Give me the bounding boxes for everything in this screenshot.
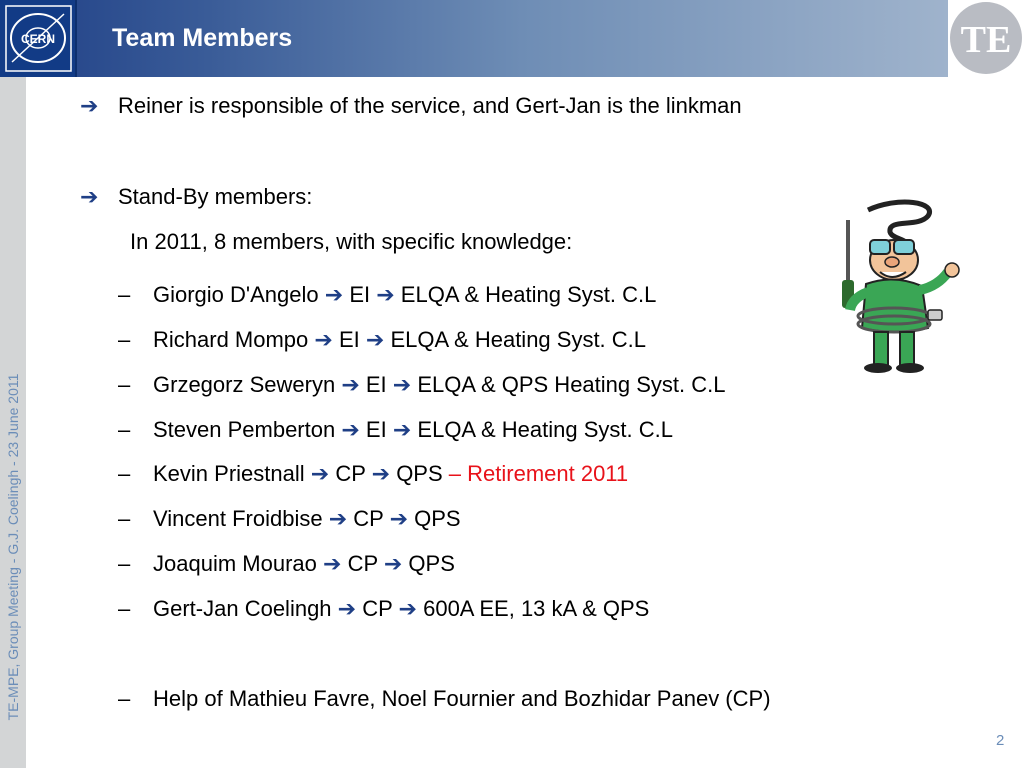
bullet-arrow-icon: ➔ [80, 93, 99, 118]
member-name: Vincent Froidbise [153, 506, 323, 531]
member-knowledge: ELQA & Heating Syst. C.L [390, 327, 647, 352]
dash-marker: – [118, 686, 131, 711]
arrow-icon: ➔ [371, 461, 391, 486]
te-logo [948, 0, 1024, 77]
member-group: CP [347, 551, 378, 576]
member-name: Steven Pemberton [153, 417, 336, 442]
bullet-text-standby: Stand-By members: [118, 184, 313, 209]
arrow-icon: ➔ [328, 506, 348, 531]
bullet-text-responsible: Reiner is responsible of the service, and Gert-Jan is the linkman [118, 93, 742, 118]
dash-marker: – [118, 327, 131, 352]
subheading: In 2011, 8 members, with specific knowledge: [130, 229, 573, 254]
member-group: CP [362, 596, 393, 621]
member-knowledge: QPS [396, 461, 443, 486]
arrow-icon: ➔ [365, 327, 385, 352]
arrow-icon: ➔ [314, 327, 333, 352]
member-group: CP [335, 461, 366, 486]
member-knowledge: QPS [414, 506, 461, 531]
page-title: Team Members [112, 24, 293, 52]
footer-side-text: TE-MPE, Group Meeting - G.J. Coelingh - 23 June 2011 [5, 373, 21, 721]
bullet-arrow-icon: ➔ [80, 184, 99, 209]
member-knowledge: ELQA & Heating Syst. C.L [417, 417, 673, 442]
retirement-note: – Retirement 2011 [448, 461, 629, 486]
arrow-icon: ➔ [383, 551, 403, 576]
dash-marker: – [118, 417, 131, 442]
cern-logo-icon [0, 0, 77, 77]
member-knowledge: QPS [408, 551, 455, 576]
cern-logo-text: CERN [20, 32, 56, 46]
member-group: EI [338, 327, 360, 352]
member-group: CP [353, 506, 384, 531]
member-name: Giorgio D'Angelo [153, 282, 319, 307]
member-name: Grzegorz Seweryn [153, 372, 336, 397]
dash-marker: – [118, 551, 131, 576]
member-name: Joaquim Mourao [153, 551, 317, 576]
arrow-icon: ➔ [398, 596, 417, 621]
electrician-cartoon-illustration [828, 198, 966, 374]
arrow-icon: ➔ [392, 372, 412, 397]
arrow-icon: ➔ [337, 596, 357, 621]
member-group: EI [349, 282, 371, 307]
arrow-icon: ➔ [376, 282, 395, 307]
cern-logo [0, 0, 77, 77]
dash-marker: – [118, 461, 131, 486]
arrow-icon: ➔ [323, 551, 342, 576]
arrow-icon: ➔ [392, 417, 412, 442]
member-knowledge: ELQA & QPS Heating Syst. C.L [417, 372, 726, 397]
dash-marker: – [118, 596, 131, 621]
member-group: EI [365, 417, 387, 442]
help-line: Help of Mathieu Favre, Noel Fournier and Bozhidar Panev (CP) [153, 686, 771, 711]
arrow-icon: ➔ [341, 417, 360, 442]
te-logo-text: TE [960, 19, 1012, 61]
member-knowledge: 600A EE, 13 kA & QPS [423, 596, 650, 621]
page-number: 2 [996, 732, 1005, 749]
arrow-icon: ➔ [310, 461, 330, 486]
dash-marker: – [118, 372, 131, 397]
member-name: Kevin Priestnall [153, 461, 305, 486]
dash-marker: – [118, 506, 131, 531]
arrow-icon: ➔ [341, 372, 360, 397]
member-name: Richard Mompo [153, 327, 309, 352]
member-group: EI [365, 372, 387, 397]
arrow-icon: ➔ [389, 506, 408, 531]
te-logo-icon [948, 0, 1024, 77]
dash-marker: – [118, 282, 131, 307]
member-name: Gert-Jan Coelingh [153, 596, 332, 621]
member-knowledge: ELQA & Heating Syst. C.L [400, 282, 657, 307]
arrow-icon: ➔ [324, 282, 344, 307]
